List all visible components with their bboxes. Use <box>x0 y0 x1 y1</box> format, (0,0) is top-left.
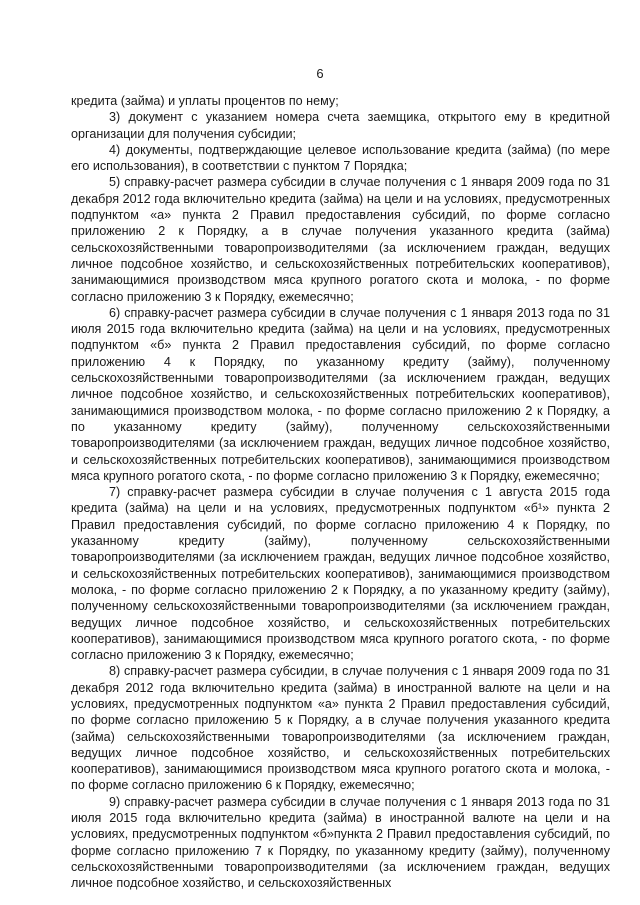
paragraph-item-3: 3) документ с указанием номера счета заемщика, открытого ему в кредитной организации для получения субсидии; <box>71 110 610 141</box>
paragraph-item-6: 6) справку-расчет размера субсидии в случае получения с 1 января 2013 года по 31 июля 2015 года включительно кредита (займа) на цели и на условиях, предусмотренных подпунктом «б» пункта 2 Правил предоставления субсидий, по форме согласно приложению 4 к Порядку, по указанному кредиту (займу), полученному сельскохозяйственными товаропроизводителями (за исключением граждан, ведущих личное подсобное хозяйство, и сельскохозяйственных потребительских кооперативов), занимающимися производством молока, - по форме согласно приложению 2 к Порядку, а по указанному кредиту (займу), полученному сельскохозяйственными товаропроизводителями (за исключением граждан, ведущих личное подсобное хозяйство, и сельскохозяйственных потребительских кооперативов), занимающимися производством мяса крупного рогатого скота, - по форме согласно приложению 3 к Порядку, ежемесячно; <box>71 305 610 483</box>
paragraph-item-9: 9) справку-расчет размера субсидии в случае получения с 1 января 2013 года по 31 июля 2015 года включительно кредита (займа) в иностранной валюте на цели и на условиях, предусмотренных подпунктом «б»пункта 2 Правил предоставления субсидий, по форме согласно приложению 7 к Порядку, по указанному кредиту (займу), полученному сельскохозяйственными товаропроизводителями (за исключением граждан, ведущих личное подсобное хозяйство, и сельскохозяйственных <box>71 794 610 891</box>
page-number: 6 <box>316 66 324 81</box>
paragraph-item-4: 4) документы, подтверждающие целевое использование кредита (займа) (по мере его использования), в соответствии с пунктом 7 Порядка; <box>71 142 610 174</box>
paragraph-item-5: 5) справку-расчет размера субсидии в случае получения с 1 января 2009 года по 31 декабря 2012 года включительно кредита (займа) на цели и на условиях, предусмотренных подпунктом «а» пункта 2 Правил предоставления субсидий, по форме согласно приложению 2 к Порядку, а в случае получения указанного кредита (займа) сельскохозяйственными товаропроизводителями (за исключением граждан, ведущих личное подсобное хозяйство, и сельскохозяйственных потребительских кооперативов), занимающимися производством мяса крупного рогатого скота и молока, - по форме согласно приложению 3 к Порядку, ежемесячно; <box>71 175 610 304</box>
paragraph-continuation: кредита (займа) и уплаты процентов по нему; <box>71 94 339 108</box>
document-body <box>71 93 610 892</box>
paragraph-item-7: 7) справку-расчет размера субсидии в случае получения с 1 августа 2015 года кредита (займа) на цели и на условиях, предусмотренных подпунктом «б¹» пункта 2 Правил предоставления субсидий, по форме согласно приложению 4 к Порядку, по указанному кредиту (займу), полученному сельскохозяйственными товаропроизводителями (за исключением граждан, ведущих личное подсобное хозяйство, и сельскохозяйственных потребительских кооперативов), занимающимися производством молока, - по форме согласно приложению 2 к Порядку, а по указанному кредиту (займу), полученному сельскохозяйственными товаропроизводителями (за исключением граждан, ведущих личное подсобное хозяйство, и сельскохозяйственных потребительских кооперативов), занимающимися производством мяса крупного рогатого скота, - по форме согласно приложению 3 к Порядку, ежемесячно; <box>71 485 610 663</box>
paragraph-item-8: 8) справку-расчет размера субсидии, в случае получения с 1 января 2009 года по 31 декабря 2012 года включительно кредита (займа) в иностранной валюте на цели и на условиях, предусмотренных подпунктом «а» пункта 2 Правил предоставления субсидий, по форме согласно приложению 5 к Порядку, а в случае получения указанного кредита (займа) сельскохозяйственными товаропроизводителями (за исключением граждан, ведущих личное подсобное хозяйство, и сельскохозяйственных потребительских кооперативов), занимающимися производством мяса крупного рогатого скота и молока, - по форме согласно приложению 6 к Порядку, ежемесячно; <box>71 664 610 793</box>
